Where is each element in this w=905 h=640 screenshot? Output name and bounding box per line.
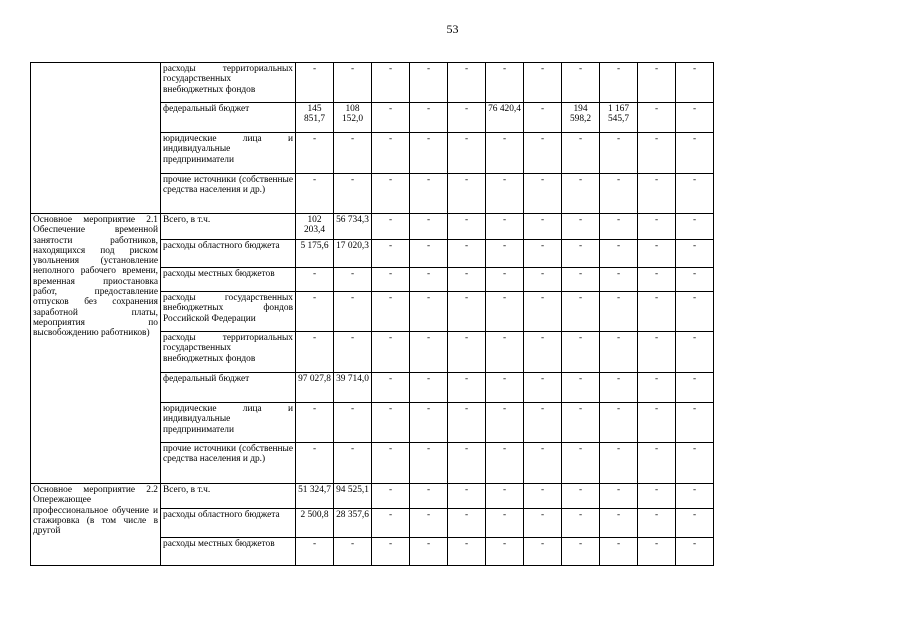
value-cell: - [410,484,448,509]
value-cell: - [334,403,372,443]
value-cell: - [448,133,486,174]
value-cell: - [448,332,486,373]
value-cell: - [448,403,486,443]
value-cell: - [676,103,714,133]
value-cell: - [410,292,448,332]
value-cell: - [410,63,448,103]
value-cell: - [600,373,638,403]
value-cell: - [562,332,600,373]
value-cell: - [562,373,600,403]
value-cell: - [676,373,714,403]
value-cell: - [562,509,600,538]
value-cell: - [562,133,600,174]
value-cell: - [410,133,448,174]
funding-source-cell: расходы областного бюджета [161,240,296,268]
value-cell: - [296,133,334,174]
funding-source-cell: федеральный бюджет [161,373,296,403]
value-cell: - [372,63,410,103]
funding-source-cell: расходы областного бюджета [161,509,296,538]
value-cell: 194 598,2 [562,103,600,133]
value-cell: - [410,214,448,240]
value-cell: - [486,268,524,292]
value-cell: - [638,403,676,443]
funding-source-cell: расходы местных бюджетов [161,268,296,292]
value-cell: - [296,268,334,292]
value-cell: - [410,403,448,443]
value-cell: 108 152,0 [334,103,372,133]
value-cell: - [372,292,410,332]
value-cell: - [676,292,714,332]
value-cell: - [600,509,638,538]
funding-source-cell: расходы территориальных государственных внебюджетных фондов [161,63,296,103]
value-cell: - [334,292,372,332]
value-cell: - [562,538,600,566]
value-cell: - [524,133,562,174]
measure-cell [31,63,161,214]
value-cell: - [524,373,562,403]
value-cell: 5 175,6 [296,240,334,268]
value-cell: - [600,332,638,373]
value-cell: - [410,240,448,268]
value-cell: - [410,268,448,292]
value-cell: - [410,174,448,214]
value-cell: - [676,240,714,268]
value-cell: - [486,332,524,373]
value-cell: - [372,538,410,566]
table-row [31,63,714,103]
value-cell: - [486,292,524,332]
value-cell: - [676,443,714,484]
value-cell: 102 203,4 [296,214,334,240]
funding-source-cell: расходы государственных внебюджетных фондов Российской Федерации [161,292,296,332]
value-cell: - [372,484,410,509]
budget-table [30,62,714,566]
value-cell: - [638,509,676,538]
value-cell: - [524,443,562,484]
table-row [31,484,714,509]
value-cell: - [372,268,410,292]
value-cell: - [372,103,410,133]
value-cell: - [676,484,714,509]
value-cell: - [638,63,676,103]
value-cell: - [562,292,600,332]
value-cell: - [448,509,486,538]
value-cell: - [600,240,638,268]
value-cell: - [676,174,714,214]
value-cell: - [296,443,334,484]
value-cell: - [372,133,410,174]
value-cell: 145 851,7 [296,103,334,133]
page-number: 53 [446,22,459,36]
value-cell: - [638,268,676,292]
value-cell: 2 500,8 [296,509,334,538]
value-cell: - [296,292,334,332]
value-cell: - [372,403,410,443]
value-cell: - [600,268,638,292]
funding-source-cell: расходы территориальных государственных внебюджетных фондов [161,332,296,373]
value-cell: - [372,240,410,268]
funding-source-cell: прочие источники (собственные средства населения и др.) [161,174,296,214]
value-cell: - [524,484,562,509]
value-cell: - [600,214,638,240]
value-cell: - [486,403,524,443]
value-cell: - [372,373,410,403]
value-cell: - [410,509,448,538]
value-cell: - [524,509,562,538]
funding-source-cell: федеральный бюджет [161,103,296,133]
value-cell: - [638,484,676,509]
value-cell: - [334,332,372,373]
value-cell: 39 714,0 [334,373,372,403]
value-cell: 17 020,3 [334,240,372,268]
value-cell: - [638,214,676,240]
value-cell: - [600,63,638,103]
value-cell: - [486,538,524,566]
value-cell: - [600,403,638,443]
value-cell: - [448,443,486,484]
value-cell: - [372,214,410,240]
value-cell: - [486,214,524,240]
value-cell: - [486,484,524,509]
funding-source-cell: расходы местных бюджетов [161,538,296,566]
value-cell: - [410,373,448,403]
value-cell: - [486,373,524,403]
value-cell: - [676,63,714,103]
value-cell: - [638,174,676,214]
value-cell: - [448,63,486,103]
value-cell: - [448,174,486,214]
value-cell: - [676,509,714,538]
value-cell: - [562,268,600,292]
value-cell: - [486,174,524,214]
funding-source-cell: прочие источники (собственные средства населения и др.) [161,443,296,484]
value-cell: - [600,484,638,509]
value-cell: - [638,538,676,566]
value-cell: 97 027,8 [296,373,334,403]
value-cell: - [448,484,486,509]
value-cell: - [676,332,714,373]
value-cell: 1 167 545,7 [600,103,638,133]
value-cell: - [410,443,448,484]
value-cell: - [524,292,562,332]
value-cell: - [334,443,372,484]
value-cell: - [562,174,600,214]
value-cell: - [524,268,562,292]
value-cell: - [562,484,600,509]
value-cell: - [448,538,486,566]
value-cell: - [524,403,562,443]
value-cell: - [524,63,562,103]
funding-source-cell: Всего, в т.ч. [161,484,296,509]
value-cell: - [676,268,714,292]
value-cell: - [296,538,334,566]
value-cell: - [486,443,524,484]
value-cell: - [334,538,372,566]
value-cell: - [448,103,486,133]
value-cell: - [524,174,562,214]
value-cell: - [676,538,714,566]
value-cell: - [524,332,562,373]
value-cell: - [562,443,600,484]
value-cell: - [448,268,486,292]
value-cell: - [486,133,524,174]
value-cell: - [676,403,714,443]
value-cell: - [600,292,638,332]
value-cell: 51 324,7 [296,484,334,509]
value-cell: - [448,292,486,332]
value-cell: - [638,292,676,332]
value-cell: - [372,174,410,214]
value-cell: - [448,373,486,403]
value-cell: - [296,332,334,373]
value-cell: - [410,332,448,373]
value-cell: - [524,538,562,566]
value-cell: - [562,63,600,103]
value-cell: - [334,133,372,174]
value-cell: - [372,509,410,538]
value-cell: - [334,268,372,292]
value-cell: - [410,103,448,133]
value-cell: - [296,63,334,103]
value-cell: - [524,214,562,240]
value-cell: - [638,133,676,174]
funding-source-cell: Всего, в т.ч. [161,214,296,240]
value-cell: - [676,214,714,240]
value-cell: - [296,403,334,443]
value-cell: - [600,174,638,214]
value-cell: - [638,373,676,403]
value-cell: - [638,332,676,373]
value-cell: 76 420,4 [486,103,524,133]
value-cell: - [562,240,600,268]
value-cell: - [372,332,410,373]
value-cell: - [410,538,448,566]
table-row [31,214,714,240]
value-cell: - [600,538,638,566]
funding-source-cell: юридические лица и индивидуальные предприниматели [161,133,296,174]
value-cell: - [296,174,334,214]
value-cell: - [638,443,676,484]
funding-source-cell: юридические лица и индивидуальные предприниматели [161,403,296,443]
measure-cell: Основное мероприятие 2.2 Опережающее профессиональное обучение и стажировка (в том числе в другой [31,484,161,566]
value-cell: - [486,240,524,268]
value-cell: - [562,214,600,240]
value-cell: 56 734,3 [334,214,372,240]
value-cell: 94 525,1 [334,484,372,509]
measure-cell: Основное мероприятие 2.1 Обеспечение временной занятости работников, находящихся под риском увольнения (установление неполного рабочего времени, временная приостановка работ, предоставление отпусков без сохранения заработной платы, мероприятия по высвобождению работников) [31,214,161,484]
value-cell: - [600,133,638,174]
value-cell: - [372,443,410,484]
value-cell: - [524,103,562,133]
value-cell: - [486,509,524,538]
value-cell: - [638,240,676,268]
value-cell: 28 357,6 [334,509,372,538]
value-cell: - [524,240,562,268]
value-cell: - [334,174,372,214]
value-cell: - [562,403,600,443]
value-cell: - [334,63,372,103]
value-cell: - [448,214,486,240]
value-cell: - [600,443,638,484]
value-cell: - [486,63,524,103]
value-cell: - [676,133,714,174]
value-cell: - [448,240,486,268]
value-cell: - [638,103,676,133]
